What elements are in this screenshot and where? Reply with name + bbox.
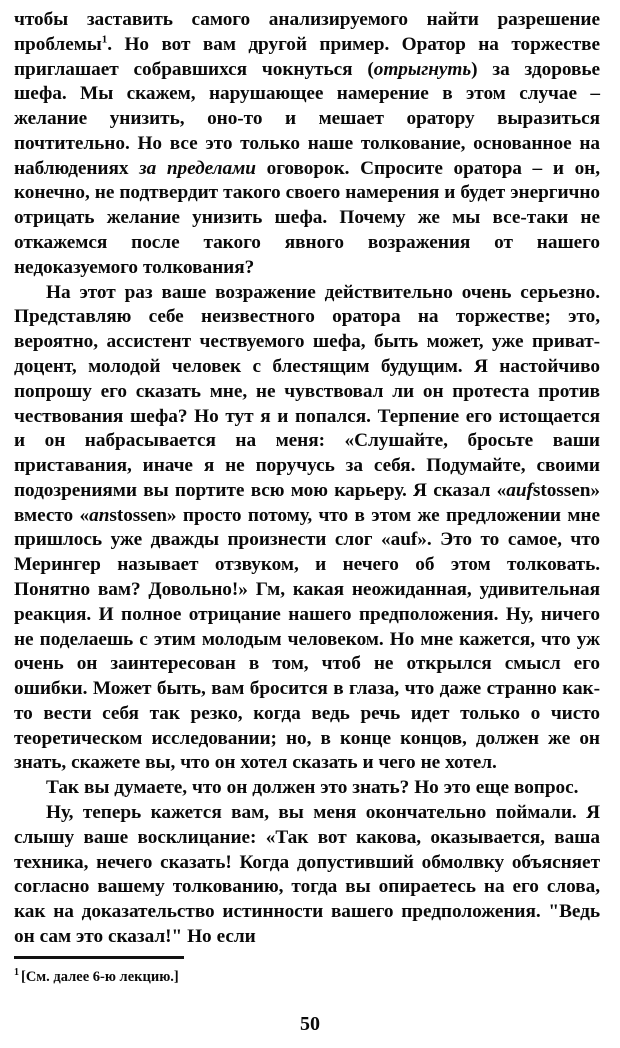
- emphasis-text: отрыгнуть: [373, 58, 472, 80]
- text-run: stossen» вместо «: [14, 479, 600, 526]
- footnote-mark: 1: [14, 966, 19, 978]
- text-run: оговорок. Спросите оратора – и он, конечно, не подтвердит такого своего намерения и будет энергично отрицать желание унизить шефа. Почему же мы все-таки не откажемся после такого явного возражения от нашего недоказуемого толкования?: [14, 157, 600, 278]
- footnote-area: [14, 956, 394, 986]
- page-body: [14, 8, 600, 950]
- text-run: Так вы думаете, что он должен это знать? Но это еще вопрос.: [46, 777, 579, 799]
- text-run: ) за здоровье шефа. Мы скажем, нарушающее намерение в этом случае – желание унизить, оно-то и мешает оратору выразиться почтительно. Но все это только наше толкование, основанное на наблюдениях: [14, 58, 600, 179]
- footnote-reference: 1: [101, 33, 108, 46]
- paragraph: [14, 8, 600, 281]
- emphasis-text: an: [89, 504, 110, 526]
- footnote-separator: [14, 956, 184, 959]
- paragraph: [14, 776, 600, 801]
- paragraph: [14, 801, 600, 950]
- footnote: [14, 967, 394, 986]
- text-run: stossen» просто потому, что в этом же предложении мне пришлось уже дважды произнести слог «auf». Это то самое, что Мерингер называет отзвуком, и нечего об этом толковать. Понятно вам? Довольно!» Гм, какая неожиданная, удивительная реакция. И полное отрицание нашего предположения. Ну, ничего не поделаешь с этим молодым человеком. Но мне кажется, что уж очень он заинтересован в том, чтоб не открылся смысл его ошибки. Может быть, вам бросится в глаза, что даже странно как-то вести себя так резко, когда ведь речь идет только о чисто теоретическом исследовании; но, в конце концов, должен же он знать, скажете вы, что он хотел сказать и чего не хотел.: [14, 504, 601, 774]
- page-number: 50: [300, 1013, 320, 1035]
- footnote-text: [См. далее 6-ю лекцию.]: [21, 968, 179, 985]
- emphasis-text: auf: [506, 479, 533, 501]
- paragraph: [14, 281, 600, 777]
- text-run: На этот раз ваше возражение действительно очень серьезно. Представляю себе неизвестного оратора на торжестве; это, вероятно, ассистент чествуемого шефа, быть может, уже приват-доцент, молодой человек с блестящим будущим. Я настойчиво попрошу его сказать мне, не чувствовал ли он протеста против чествования шефа? Но тут я и попался. Терпение его истощается и он набрасывается на меня: «Слушайте, бросьте ваши приставания, иначе я не поручусь за себя. Подумайте, своими подозрениями вы портите всю мою карьеру. Я сказал «: [14, 281, 600, 501]
- text-run: Ну, теперь кажется вам, вы меня окончательно поймали. Я слышу ваше восклицание: «Так вот какова, оказывается, ваша техника, нечего сказать! Когда допустивший обмолвку объясняет согласно вашему толкованию, тогда вы опираетесь на его слова, как на доказательство истинности вашего предположения. "Ведь он сам это сказал!" Но если: [14, 802, 600, 947]
- text-run: . Но вот вам другой пример. Оратор на торжестве приглашает собравшихся чокнуться (: [14, 33, 600, 80]
- emphasis-text: за пределами: [139, 157, 256, 179]
- text-run: чтобы заставить самого анализируемого найти разрешение проблемы: [14, 9, 600, 55]
